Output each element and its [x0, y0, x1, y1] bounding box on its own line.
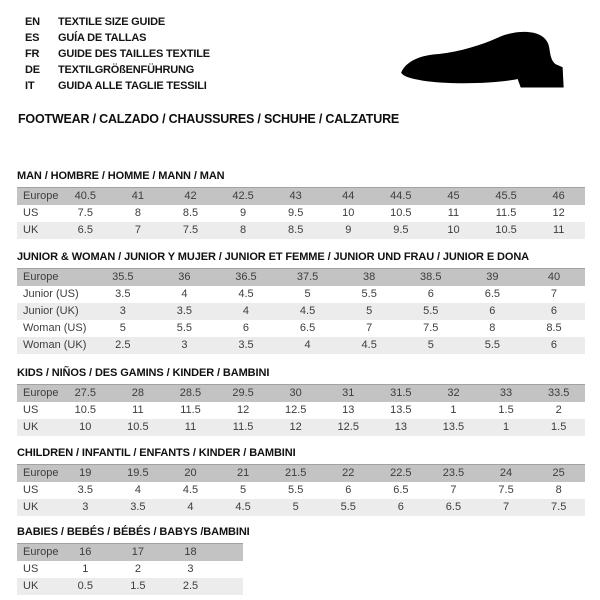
row-label: Junior (UK): [17, 303, 92, 320]
row-label: Woman (UK): [17, 337, 92, 354]
spacer-cell: [217, 578, 243, 595]
language-code: EN: [25, 16, 40, 28]
size-cell: 38: [338, 269, 400, 287]
size-cell: 4.5: [238, 288, 254, 300]
size-cell: 4.5: [182, 484, 199, 496]
language-row-en: [25, 14, 210, 30]
size-cell: 12: [236, 404, 250, 416]
size-cell: 8.5: [269, 222, 322, 239]
size-cell: 10.5: [74, 404, 96, 416]
size-cell: 6: [345, 484, 352, 496]
table-row-junior-woman-us: [17, 320, 585, 337]
size-cell: 3.5: [77, 484, 93, 496]
size-cell: 8: [217, 222, 270, 239]
size-table-title-children: CHILDREN / INFANTIL / ENFANTS / KINDER / BAMBINI: [17, 447, 296, 459]
size-cell: 42.5: [217, 188, 270, 206]
language-code: FR: [25, 48, 40, 60]
table-row-babies-uk: [17, 578, 243, 595]
size-cell: 5: [400, 337, 462, 354]
language-code: DE: [25, 64, 40, 76]
size-cell: 44: [322, 188, 375, 206]
size-cell: 13.5: [390, 404, 412, 416]
size-cell: 17: [112, 544, 165, 562]
size-cell: 37.5: [277, 269, 339, 287]
language-label: TEXTILGRÖßENFÜHRUNG: [58, 64, 195, 76]
language-code: ES: [25, 32, 40, 44]
size-table-man: [17, 187, 585, 239]
size-table-children: [17, 464, 585, 516]
table-row-man-europe: [17, 188, 585, 206]
size-cell: 7: [480, 499, 533, 516]
row-label: Junior (US): [23, 288, 79, 300]
size-cell: 10.5: [390, 207, 412, 219]
size-cell: 45: [427, 188, 480, 206]
size-cell: 6: [462, 303, 524, 320]
size-cell: 6: [427, 288, 434, 300]
size-cell: 9: [240, 207, 247, 219]
size-cell: 42: [164, 188, 217, 206]
size-cell: 3.5: [215, 337, 277, 354]
size-cell: 28: [112, 385, 165, 403]
size-cell: 33: [480, 385, 533, 403]
size-cell: 10.5: [480, 222, 533, 239]
category-line: FOOTWEAR / CALZADO / CHAUSSURES / SCHUHE / CALZATURE: [18, 112, 400, 126]
size-cell: 8: [555, 484, 562, 496]
size-cell: 10.5: [112, 419, 165, 436]
size-cell: 4: [215, 303, 277, 320]
size-cell: 35.5: [92, 269, 154, 287]
size-cell: 11.5: [180, 404, 201, 416]
language-label: GUIDA ALLE TAGLIE TESSILI: [58, 80, 207, 92]
size-cell: 6.5: [59, 222, 112, 239]
size-cell: 7: [112, 222, 165, 239]
size-cell: 8: [134, 207, 141, 219]
size-cell: 1: [450, 404, 457, 416]
size-cell: 9: [322, 222, 375, 239]
size-cell: 7.5: [77, 207, 93, 219]
size-cell: 19: [59, 465, 112, 483]
size-cell: 13: [375, 419, 428, 436]
size-table-junior: [17, 268, 585, 354]
spacer-cell: [217, 561, 243, 578]
size-cell: 3.5: [112, 499, 165, 516]
size-cell: 21.5: [269, 465, 322, 483]
language-code: IT: [25, 80, 35, 92]
size-cell: 32: [427, 385, 480, 403]
size-cell: 5: [304, 288, 311, 300]
size-cell: 24: [480, 465, 533, 483]
size-cell: 4: [277, 337, 339, 354]
size-table-title-babies: BABIES / BEBÉS / BÉBÉS / BABYS /BAMBINI: [17, 526, 250, 538]
size-cell: 46: [532, 188, 585, 206]
size-cell: 6.5: [299, 322, 316, 334]
row-label: Europe: [17, 544, 59, 562]
language-row-it: [25, 78, 210, 94]
row-label: Europe: [17, 465, 59, 483]
size-cell: 33.5: [532, 385, 585, 403]
language-row-de: [25, 62, 210, 78]
table-row-children-uk: [17, 499, 585, 516]
size-cell: 5.5: [361, 288, 377, 300]
size-table-title-kids: KIDS / NIÑOS / DES GAMINS / KINDER / BAMBINI: [17, 367, 270, 379]
size-cell: 12.5: [284, 404, 307, 416]
row-label: Europe: [17, 188, 59, 206]
size-cell: 1.5: [112, 578, 165, 595]
size-cell: 3: [92, 303, 154, 320]
size-cell: 2.5: [164, 578, 217, 595]
size-cell: 6.5: [484, 288, 500, 300]
row-label: Europe: [17, 269, 92, 287]
size-cell: 8.5: [546, 322, 562, 334]
size-cell: 5: [338, 303, 400, 320]
language-row-fr: [25, 46, 210, 62]
size-cell: 1.5: [498, 404, 514, 416]
size-cell: 21: [217, 465, 270, 483]
size-cell: 8.5: [182, 207, 199, 219]
size-cell: 4.5: [217, 499, 270, 516]
size-cell: 3.5: [115, 288, 131, 300]
table-row-children-us: [17, 482, 585, 499]
size-cell: 19.5: [112, 465, 165, 483]
size-cell: 39: [462, 269, 524, 287]
table-row-kids-us: [17, 402, 585, 419]
size-cell: 9.5: [288, 207, 304, 219]
size-cell: 5: [240, 484, 247, 496]
size-cell: 5.5: [288, 484, 304, 496]
size-cell: 6: [523, 303, 585, 320]
size-cell: 11.5: [495, 207, 517, 219]
size-cell: 4.5: [338, 337, 400, 354]
size-table-babies: [17, 543, 243, 595]
size-cell: 11: [532, 222, 585, 239]
size-cell: 29.5: [217, 385, 270, 403]
size-cell: 4: [164, 499, 217, 516]
row-label: US: [23, 563, 39, 575]
size-cell: 2.5: [92, 337, 154, 354]
size-cell: 12.5: [322, 419, 375, 436]
size-cell: 6: [375, 499, 428, 516]
size-cell: 9.5: [375, 222, 428, 239]
row-label: Woman (US): [23, 322, 87, 334]
language-row-es: [25, 30, 210, 46]
size-table-kids: [17, 384, 585, 436]
size-cell: 6.5: [427, 499, 480, 516]
size-cell: 45.5: [480, 188, 533, 206]
size-cell: 11: [447, 207, 460, 219]
size-section-man: [17, 170, 585, 239]
size-cell: 12: [552, 207, 565, 219]
size-cell: 2: [134, 563, 141, 575]
size-cell: 7.5: [164, 222, 217, 239]
size-table-title-man: MAN / HOMBRE / HOMME / MANN / MAN: [17, 170, 225, 182]
size-cell: 44.5: [375, 188, 428, 206]
size-cell: 4: [181, 288, 188, 300]
size-cell: 40.5: [59, 188, 112, 206]
size-cell: 5.5: [322, 499, 375, 516]
size-cell: 22: [322, 465, 375, 483]
size-cell: 27.5: [59, 385, 112, 403]
language-label: TEXTILE SIZE GUIDE: [58, 16, 166, 28]
size-cell: 2: [555, 404, 562, 416]
size-cell: 3.5: [154, 303, 216, 320]
size-section-children: [17, 447, 585, 516]
size-cell: 3: [154, 337, 216, 354]
table-row-junior-junior-us: [17, 286, 585, 303]
size-cell: 40: [523, 269, 585, 287]
row-label: US: [23, 404, 39, 416]
size-cell: 16: [59, 544, 112, 562]
table-row-junior-junior-uk: [17, 303, 585, 320]
row-label: UK: [17, 419, 59, 436]
size-cell: 1: [480, 419, 533, 436]
size-section-junior: [17, 251, 585, 354]
size-cell: 13: [342, 404, 355, 416]
size-cell: 1.5: [532, 419, 585, 436]
row-label: Europe: [17, 385, 59, 403]
spacer-cell: [217, 544, 243, 562]
size-cell: 41: [112, 188, 165, 206]
size-cell: 10: [342, 207, 355, 219]
size-cell: 8: [489, 322, 496, 334]
size-cell: 11.5: [217, 419, 270, 436]
size-cell: 28.5: [164, 385, 217, 403]
size-cell: 5.5: [462, 337, 524, 354]
size-cell: 5: [269, 499, 322, 516]
table-row-kids-uk: [17, 419, 585, 436]
size-cell: 5: [119, 322, 126, 334]
size-cell: 1: [82, 563, 89, 575]
size-cell: 3: [59, 499, 112, 516]
table-row-junior-europe: [17, 269, 585, 287]
table-row-children-europe: [17, 465, 585, 483]
size-cell: 7.5: [498, 484, 514, 496]
size-cell: 11: [164, 419, 217, 436]
size-section-babies: [17, 526, 250, 595]
size-cell: 7: [550, 288, 558, 300]
size-cell: 12: [269, 419, 322, 436]
table-row-junior-woman-uk: [17, 337, 585, 354]
size-section-kids: [17, 367, 585, 436]
dress-shoe-icon: [396, 30, 580, 96]
size-cell: 36.5: [215, 269, 277, 287]
size-cell: 5.5: [176, 322, 193, 334]
size-cell: 7.5: [423, 322, 439, 334]
size-cell: 10: [427, 222, 480, 239]
row-label: US: [23, 207, 39, 219]
size-cell: 31.5: [375, 385, 428, 403]
table-row-man-us: [17, 205, 585, 222]
size-cell: 6: [523, 337, 585, 354]
size-cell: 6.5: [393, 484, 409, 496]
size-cell: 7.5: [532, 499, 585, 516]
size-cell: 4.5: [277, 303, 339, 320]
size-cell: 23.5: [427, 465, 480, 483]
table-row-babies-europe: [17, 544, 243, 562]
size-cell: 7: [450, 484, 457, 496]
row-label: US: [23, 484, 39, 496]
size-cell: 38.5: [400, 269, 462, 287]
size-cell: 6: [242, 322, 250, 334]
size-cell: 13.5: [427, 419, 480, 436]
size-cell: 30: [269, 385, 322, 403]
size-cell: 43: [269, 188, 322, 206]
size-cell: 5.5: [400, 303, 462, 320]
row-label: UK: [17, 499, 59, 516]
size-cell: 4: [134, 484, 141, 496]
size-cell: 36: [154, 269, 216, 287]
language-label: GUÍA DE TALLAS: [58, 32, 147, 44]
row-label: UK: [17, 222, 59, 239]
size-cell: 31: [322, 385, 375, 403]
size-cell: 25: [532, 465, 585, 483]
size-table-title-junior: JUNIOR & WOMAN / JUNIOR Y MUJER / JUNIOR ET FEMME / JUNIOR UND FRAU / JUNIOR E DONA: [17, 251, 530, 263]
size-cell: 7: [366, 322, 373, 334]
table-row-man-uk: [17, 222, 585, 239]
size-cell: 11: [132, 404, 144, 416]
size-cell: 3: [187, 563, 194, 575]
language-label: GUIDE DES TAILLES TEXTILE: [58, 48, 210, 60]
size-cell: 22.5: [375, 465, 428, 483]
table-row-kids-europe: [17, 385, 585, 403]
row-label: UK: [17, 578, 59, 595]
size-cell: 0.5: [59, 578, 112, 595]
dress-shoe-path: [401, 32, 564, 88]
size-cell: 18: [164, 544, 217, 562]
table-row-babies-us: [17, 561, 243, 578]
language-list: [25, 14, 210, 94]
size-cell: 20: [164, 465, 217, 483]
size-cell: 10: [59, 419, 112, 436]
